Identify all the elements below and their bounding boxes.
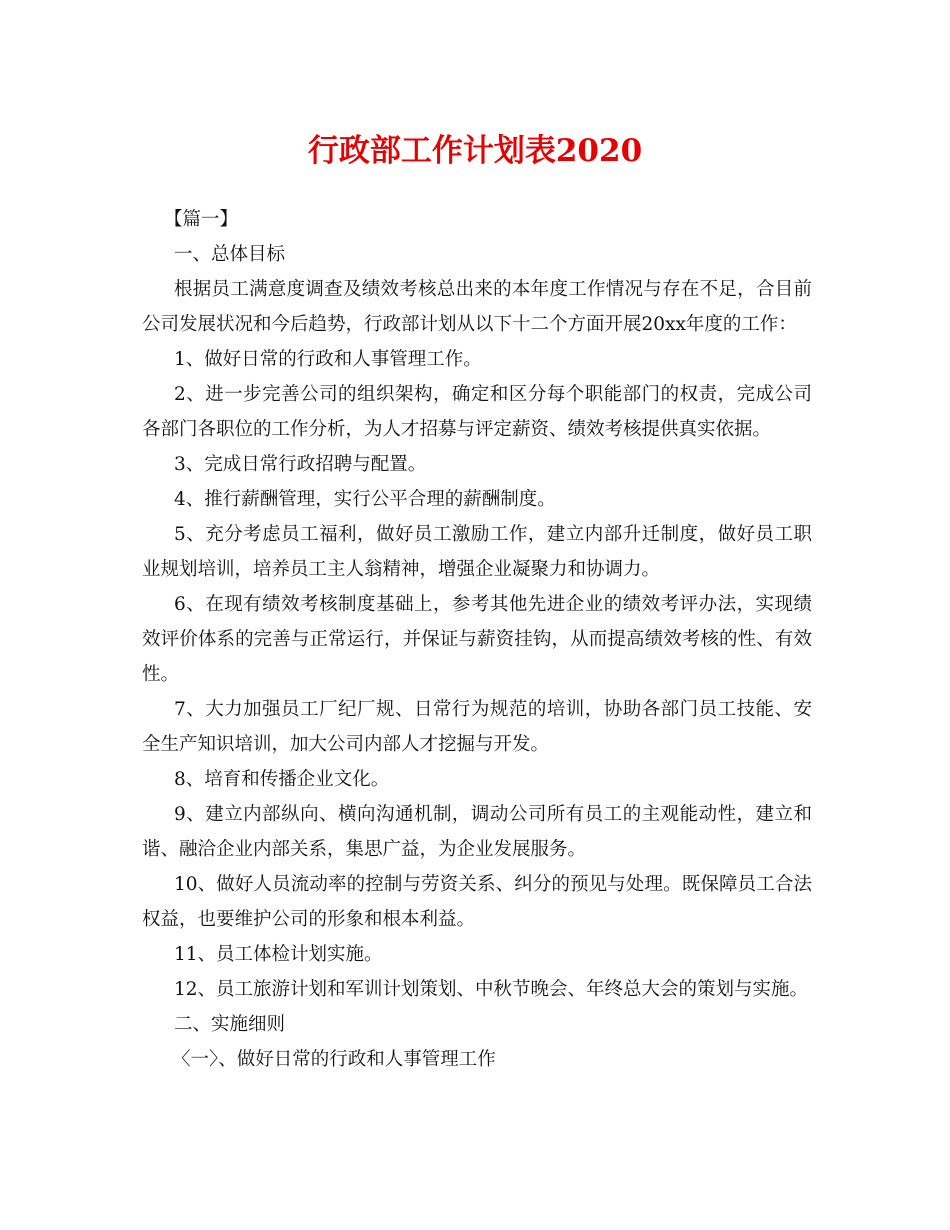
list-item: 4、推行薪酬管理，实行公平合理的薪酬制度。 xyxy=(174,489,556,510)
document-body xyxy=(142,202,812,1077)
list-item: 8、培育和传播企业文化。 xyxy=(174,769,390,790)
list-item: 3、完成日常行政招聘与配置。 xyxy=(174,454,427,475)
section-label: 【篇一】 xyxy=(164,209,239,230)
list-item: 9、建立内部纵向、横向沟通机制，调动公司所有员工的主观能动性，建立和谐、融洽企业内部关系，集思广益，为企业发展服务。 xyxy=(142,804,812,860)
list-item: 12、员工旅游计划和军训计划策划、中秋节晚会、年终总大会的策划与实施。 xyxy=(174,979,809,1000)
intro-paragraph: 根据员工满意度调查及绩效考核总出来的本年度工作情况与存在不足，合目前公司发展状况和今后趋势，行政部计划从以下十二个方面开展20xx年度的工作： xyxy=(142,279,812,335)
document-title: 行政部工作计划表2020 xyxy=(307,133,643,169)
list-item: 1、做好日常的行政和人事管理工作。 xyxy=(174,349,482,370)
list-item: 2、进一步完善公司的组织架构，确定和区分每个职能部门的权责，完成公司各部门各职位的工作分析，为人才招募与评定薪资、绩效考核提供真实依据。 xyxy=(142,384,812,440)
list-item: 7、大力加强员工厂纪厂规、日常行为规范的培训，协助各部门员工技能、安全生产知识培训，加大公司内部人才挖掘与开发。 xyxy=(142,699,812,755)
list-item: 11、员工体检计划实施。 xyxy=(174,944,383,965)
heading-overall-goals: 一、总体目标 xyxy=(174,244,286,265)
list-item: 5、充分考虑员工福利，做好员工激励工作，建立内部升迁制度，做好员工职业规划培训，培养员工主人翁精神，增强企业凝聚力和协调力。 xyxy=(142,524,812,580)
subheading: 〈一〉、做好日常的行政和人事管理工作 xyxy=(172,1049,496,1070)
heading-implementation-details: 二、实施细则 xyxy=(174,1014,286,1035)
list-item: 10、做好人员流动率的控制与劳资关系、纠分的预见与处理。既保障员工合法权益，也要维护公司的形象和根本利益。 xyxy=(142,874,812,930)
list-item: 6、在现有绩效考核制度基础上，参考其他先进企业的绩效考评办法，实现绩效评价体系的完善与正常运行，并保证与薪资挂钩，从而提高绩效考核的性、有效性。 xyxy=(142,594,812,685)
